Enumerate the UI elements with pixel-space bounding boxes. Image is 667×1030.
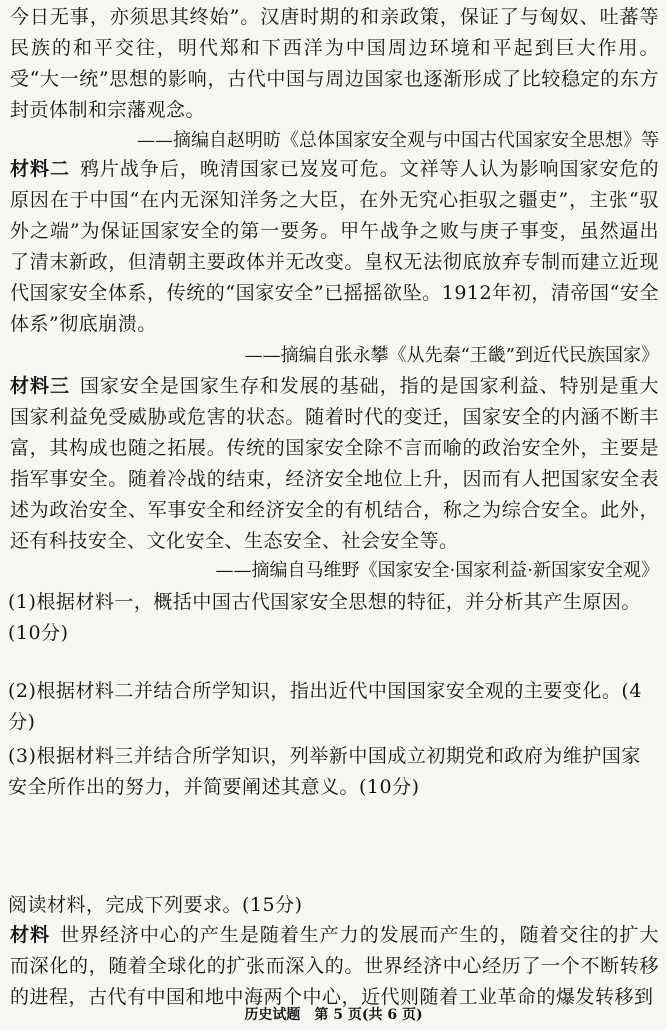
- material4-label: 材料: [10, 924, 50, 946]
- next-question-text: 阅读材料，完成下列要求。(15分): [8, 894, 303, 916]
- question-1: [0, 587, 667, 649]
- material3-label: 材料三: [10, 375, 70, 397]
- material2-block: [0, 154, 667, 340]
- page-footer: 历史试题 第 5 页(共 6 页): [244, 1007, 423, 1023]
- question-3-text: (3)根据材料三并结合所学知识，列举新中国成立初期党和政府为维护国家安全所作出的努力，并简要阐述其意义。(10分): [8, 745, 641, 798]
- question-2-text: (2)根据材料二并结合所学知识，指出近代中国国家安全观的主要变化。(4分): [8, 680, 642, 733]
- question-1-text: (1)根据材料一，概括中国古代国家安全思想的特征，并分析其产生原因。(10分): [8, 591, 641, 644]
- material3-text: 国家安全是国家生存和发展的基础，指的是国家利益、特别是重大国家利益免受威胁或危害的状态。随着时代的变迁，国家安全的内涵不断丰富，其构成也随之拓展。传统的国家安全除不言而喻的政治安全外，主要是指军事安全。随着冷战的结束，经济安全地位上升，因而有人把国家安全表述为政治安全、军事安全和经济安全的有机结合，称之为综合安全。此外，还有科技安全、文化安全、生态安全、社会安全等。: [10, 375, 659, 552]
- source-citation-2: [0, 341, 667, 371]
- material2-label: 材料二: [10, 158, 70, 180]
- next-question-prompt: [0, 890, 667, 921]
- question-2: [0, 676, 667, 738]
- source-citation-3: [0, 556, 667, 586]
- source1-text: ——摘编自赵明昉《总体国家安全观与中国古代国家安全思想》等: [137, 130, 659, 151]
- material1-text: 今日无事，亦须思其终始”。汉唐时期的和亲政策，保证了与匈奴、吐蕃等民族的和平交往，明代郑和下西洋为中国周边环境和平起到巨大作用。受“大一统”思想的影响，古代中国与周边国家也逐渐形成了比较稳定的东方封贡体制和宗藩观念。: [10, 6, 659, 121]
- material4-text: 世界经济中心的产生是随着生产力的发展而产生的，随着交往的扩大而深化的，随着全球化的扩张而深入的。世界经济中心经历了一个不断转移的进程，古代有中国和地中海两个中心，近代则随着工业革命的爆发转移到: [10, 924, 659, 1008]
- source3-text: ——摘编自马维野《国家安全·国家利益·新国家安全观》: [215, 560, 659, 581]
- question-3: [0, 741, 667, 803]
- material2-text: 鸦片战争后，晚清国家已岌岌可危。文祥等人认为影响国家安危的原因在于中国“在内无深知洋务之大臣，在外无究心拒驭之疆吏”，主张“驭外之端”为保证国家安全的第一要务。甲午战争之败与庚子事变，虽然逼出了清末新政，但清朝主要政体并无改变。皇权无法彻底放弃专制而建立近现代国家安全体系，传统的“国家安全”已摇摇欲坠。1912年初，清帝国“安全体系”彻底崩溃。: [10, 158, 659, 335]
- material1-continuation: [0, 2, 667, 126]
- source-citation-1: [0, 126, 667, 156]
- material3-block: [0, 371, 667, 557]
- material4-block: [0, 920, 667, 1013]
- source2-text: ——摘编自张永攀《从先秦“王畿”到近代民族国家》: [244, 345, 659, 366]
